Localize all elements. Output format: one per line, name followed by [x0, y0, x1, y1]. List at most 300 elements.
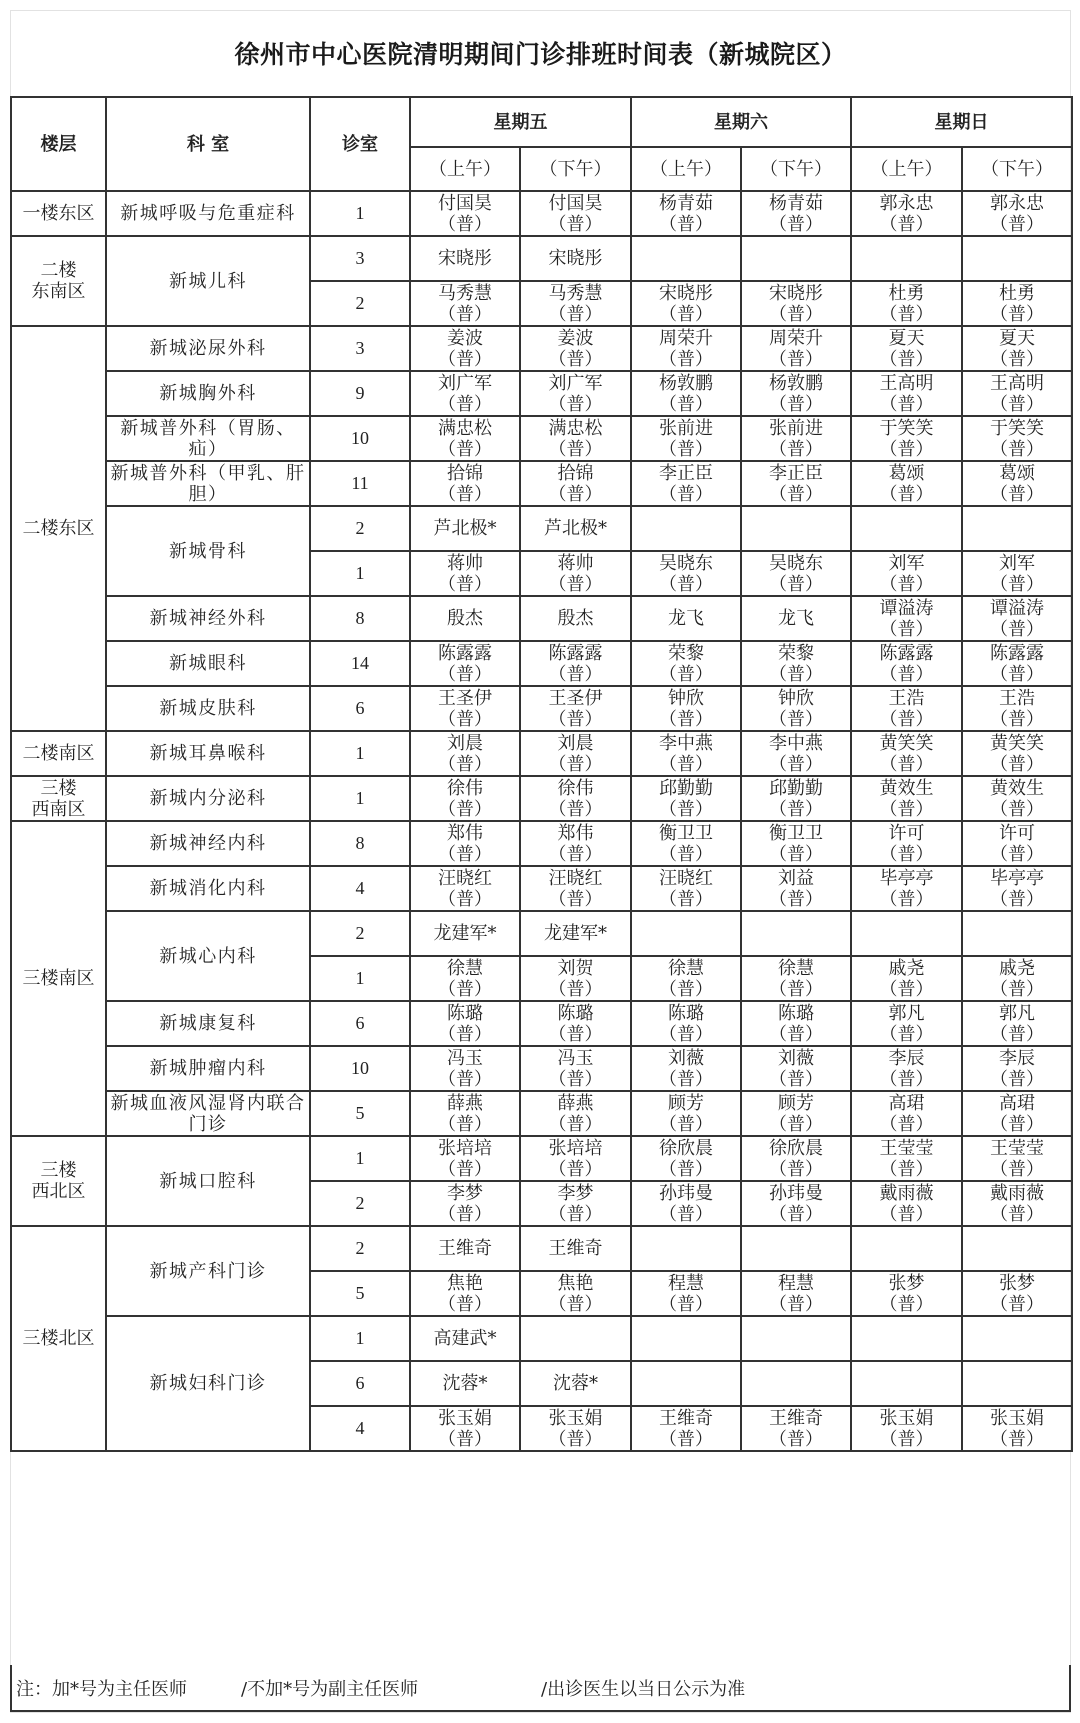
doctor-name: 王浩 [888, 687, 925, 709]
doctor-name: 蒋帅 [447, 552, 483, 574]
doctor-name: 张培培 [548, 1137, 603, 1159]
doctor-type-tag: （普） [659, 708, 713, 730]
doctor-slot-sat-pm [741, 866, 851, 911]
room-number: 1 [310, 956, 410, 1001]
doctor-slot-sun-am [851, 1361, 962, 1406]
doctor-slot-sat-am [631, 866, 741, 911]
doctor-name: 汪晓红 [548, 867, 603, 889]
doctor-type-tag: （普） [769, 1113, 823, 1135]
doctor-name: 薛燕 [447, 1092, 483, 1114]
doctor-slot-fri-am [410, 1136, 520, 1181]
doctor-name: 刘薇 [668, 1047, 704, 1069]
doctor-type-tag: （普） [438, 843, 492, 865]
doctor-name: 龙建军* [433, 923, 497, 944]
doctor-type-tag: （普） [990, 438, 1044, 460]
doctor-type-tag: （普） [769, 843, 823, 865]
doctor-type-tag: （普） [769, 1023, 823, 1045]
doctor-type-tag: （普） [769, 753, 823, 775]
footnote-chief: 注：加*号为主任医师 [16, 1678, 187, 1700]
doctor-slot-sun-am [851, 821, 962, 866]
doctor-type-tag: （普） [990, 753, 1044, 775]
doctor-slot-fri-pm [520, 956, 631, 1001]
doctor-name: 陈露露 [879, 642, 934, 664]
doctor-slot-fri-am [410, 281, 520, 326]
header-fri-am: （上午） [410, 147, 520, 191]
doctor-type-tag: （普） [879, 618, 934, 640]
dept-cell: 新城皮肤科 [106, 686, 310, 731]
doctor-slot-sun-pm [962, 191, 1072, 236]
doctor-slot-sun-am [851, 1226, 962, 1271]
table-row [11, 596, 1072, 641]
table-row [11, 731, 1072, 776]
doctor-slot-sat-pm [741, 1091, 851, 1136]
doctor-slot-fri-am [410, 1226, 520, 1271]
doctor-type-tag: （普） [548, 708, 603, 730]
doctor-name: 王圣伊 [438, 687, 492, 709]
doctor-type-tag: （普） [659, 1158, 713, 1180]
room-number: 4 [310, 1406, 410, 1451]
table-row [11, 911, 1072, 956]
doctor-name: 徐慧 [778, 957, 814, 979]
doctor-slot-sun-am [851, 236, 962, 281]
doctor-type-tag: （普） [438, 438, 492, 460]
doctor-slot-fri-pm [520, 1001, 631, 1046]
doctor-name: 李正臣 [769, 462, 823, 484]
doctor-name: 黄效生 [879, 777, 934, 799]
dept-cell: 新城产科门诊 [106, 1226, 310, 1316]
doctor-name: 郭凡 [999, 1002, 1035, 1024]
doctor-slot-sun-am [851, 1271, 962, 1316]
doctor-slot-sat-pm [741, 956, 851, 1001]
doctor-type-tag: （普） [879, 483, 934, 505]
doctor-type-tag: （普） [548, 303, 603, 325]
header-dept: 科 室 [106, 97, 310, 191]
doctor-type-tag: （普） [548, 393, 603, 415]
doctor-type-tag: （普） [990, 303, 1044, 325]
doctor-slot-sat-pm [741, 776, 851, 821]
doctor-name: 宋晓彤 [769, 282, 823, 304]
doctor-slot-sun-pm [962, 1001, 1072, 1046]
doctor-slot-sat-pm [741, 1316, 851, 1361]
doctor-slot-sat-pm [741, 551, 851, 596]
doctor-slot-sun-am [851, 326, 962, 371]
header-sun-pm: （下午） [962, 147, 1072, 191]
doctor-name: 龙建军* [544, 923, 607, 944]
doctor-slot-sun-am [851, 1406, 962, 1451]
doctor-slot-sat-pm [741, 1406, 851, 1451]
doctor-type-tag: （普） [438, 1158, 492, 1180]
doctor-slot-sun-am [851, 461, 962, 506]
doctor-type-tag: （普） [659, 1203, 713, 1225]
doctor-type-tag: （普） [990, 888, 1044, 910]
doctor-type-tag: （普） [879, 1428, 934, 1450]
doctor-slot-fri-pm [520, 281, 631, 326]
doctor-name: 顾芳 [668, 1092, 704, 1114]
floor-label: 一楼东区 [22, 203, 95, 224]
doctor-slot-fri-pm [520, 596, 631, 641]
floor-label: 三楼 [40, 1160, 77, 1181]
dept-cell: 新城神经外科 [106, 596, 310, 641]
doctor-slot-sun-pm [962, 956, 1072, 1001]
doctor-type-tag: （普） [769, 708, 823, 730]
floor-cell [11, 821, 106, 1136]
doctor-type-tag: （普） [438, 393, 492, 415]
doctor-type-tag: （普） [879, 1203, 934, 1225]
doctor-name: 马秀慧 [438, 282, 492, 304]
table-row [11, 461, 1072, 506]
doctor-slot-sun-am [851, 281, 962, 326]
doctor-slot-sat-am [631, 731, 741, 776]
doctor-slot-sun-pm [962, 776, 1072, 821]
doctor-type-tag: （普） [990, 213, 1044, 235]
doctor-slot-fri-am [410, 416, 520, 461]
doctor-slot-sat-pm [741, 1001, 851, 1046]
doctor-slot-sat-am [631, 461, 741, 506]
doctor-name: 沈蓉* [553, 1373, 598, 1394]
doctor-name: 姜波 [447, 327, 483, 349]
doctor-name: 衡卫卫 [769, 822, 823, 844]
doctor-slot-sun-am [851, 1046, 962, 1091]
doctor-slot-sat-pm [741, 326, 851, 371]
doctor-type-tag: （普） [438, 798, 492, 820]
table-row [11, 236, 1072, 281]
doctor-slot-sun-pm [962, 1136, 1072, 1181]
doctor-name: 王维奇 [548, 1238, 603, 1259]
doctor-type-tag: （普） [879, 213, 934, 235]
doctor-slot-fri-pm [520, 461, 631, 506]
doctor-name: 王高明 [990, 372, 1044, 394]
doctor-type-tag: （普） [659, 843, 713, 865]
floor-label: 西南区 [31, 798, 86, 820]
doctor-type-tag: （普） [990, 1203, 1044, 1225]
doctor-name: 黄笑笑 [879, 732, 934, 754]
table-row [11, 1226, 1072, 1271]
room-number: 6 [310, 1001, 410, 1046]
doctor-type-tag: （普） [659, 1293, 713, 1315]
doctor-name: 徐慧 [447, 957, 483, 979]
doctor-type-tag: （普） [769, 213, 823, 235]
doctor-type-tag: （普） [438, 1203, 492, 1225]
doctor-slot-fri-am [410, 506, 520, 551]
doctor-name: 刘广军 [438, 372, 492, 394]
doctor-type-tag: （普） [990, 843, 1044, 865]
doctor-type-tag: （普） [990, 483, 1044, 505]
doctor-slot-sun-pm [962, 1271, 1072, 1316]
doctor-name: 王莹莹 [879, 1137, 934, 1159]
doctor-type-tag: （普） [438, 573, 492, 595]
doctor-slot-fri-pm [520, 551, 631, 596]
doctor-name: 焦艳 [557, 1272, 594, 1294]
doctor-name: 陈璐 [668, 1002, 704, 1024]
doctor-slot-fri-am [410, 1001, 520, 1046]
doctor-name: 杜勇 [888, 282, 925, 304]
doctor-type-tag: （普） [879, 798, 934, 820]
floor-cell [11, 191, 106, 236]
doctor-type-tag: （普） [769, 393, 823, 415]
doctor-type-tag: （普） [548, 1158, 603, 1180]
doctor-slot-sun-am [851, 1136, 962, 1181]
floor-cell [11, 326, 106, 731]
doctor-slot-fri-am [410, 371, 520, 416]
doctor-type-tag: （普） [548, 1068, 603, 1090]
doctor-slot-fri-am [410, 776, 520, 821]
doctor-slot-sun-am [851, 866, 962, 911]
doctor-slot-sun-am [851, 1181, 962, 1226]
room-number: 8 [310, 596, 410, 641]
floor-label: 东南区 [31, 281, 86, 302]
room-number: 5 [310, 1091, 410, 1136]
schedule-table [10, 96, 1073, 1452]
doctor-slot-sun-pm [962, 326, 1072, 371]
doctor-type-tag: （普） [659, 213, 713, 235]
doctor-name: 龙飞 [668, 608, 704, 629]
doctor-slot-fri-am [410, 461, 520, 506]
header-day-saturday: 星期六 [631, 97, 851, 147]
doctor-slot-fri-pm [520, 1316, 631, 1361]
table-row [11, 371, 1072, 416]
doctor-name: 张前进 [659, 417, 713, 439]
doctor-type-tag: （普） [438, 1293, 492, 1315]
doctor-slot-fri-pm [520, 416, 631, 461]
doctor-slot-sat-am [631, 191, 741, 236]
doctor-slot-fri-am [410, 236, 520, 281]
header-floor: 楼层 [11, 97, 106, 191]
doctor-name: 蒋帅 [557, 552, 594, 574]
doctor-type-tag: （普） [769, 573, 823, 595]
doctor-name: 李梦 [557, 1182, 594, 1204]
doctor-name: 王圣伊 [548, 687, 603, 709]
doctor-slot-sat-pm [741, 1226, 851, 1271]
doctor-type-tag: （普） [438, 213, 492, 235]
doctor-slot-sat-pm [741, 281, 851, 326]
doctor-name: 王莹莹 [990, 1137, 1044, 1159]
doctor-name: 汪晓红 [438, 867, 492, 889]
room-number: 4 [310, 866, 410, 911]
doctor-name: 程慧 [778, 1272, 814, 1294]
doctor-name: 顾芳 [778, 1092, 814, 1114]
doctor-type-tag: （普） [769, 888, 823, 910]
doctor-name: 钟欣 [668, 687, 704, 709]
doctor-slot-sat-am [631, 1046, 741, 1091]
dept-cell: 新城泌尿外科 [106, 326, 310, 371]
doctor-name: 徐欣晨 [659, 1137, 713, 1159]
doctor-slot-sun-am [851, 956, 962, 1001]
doctor-slot-fri-am [410, 1271, 520, 1316]
doctor-type-tag: （普） [438, 348, 492, 370]
floor-cell [11, 1136, 106, 1226]
dept-cell: 新城耳鼻喉科 [106, 731, 310, 776]
table-row [11, 506, 1072, 551]
doctor-slot-sun-pm [962, 866, 1072, 911]
doctor-type-tag: （普） [548, 978, 603, 1000]
doctor-name: 焦艳 [447, 1272, 483, 1294]
doctor-slot-sat-am [631, 1181, 741, 1226]
doctor-name: 吴晓东 [769, 552, 823, 574]
table-row [11, 866, 1072, 911]
room-number: 3 [310, 236, 410, 281]
doctor-name: 高建武* [433, 1328, 497, 1349]
doctor-slot-sat-am [631, 236, 741, 281]
doctor-type-tag: （普） [659, 663, 713, 685]
room-number: 1 [310, 1316, 410, 1361]
doctor-slot-sun-pm [962, 1046, 1072, 1091]
room-number: 10 [310, 416, 410, 461]
doctor-slot-sat-am [631, 686, 741, 731]
doctor-slot-sat-am [631, 596, 741, 641]
doctor-type-tag: （普） [769, 1293, 823, 1315]
doctor-slot-sat-am [631, 1316, 741, 1361]
doctor-type-tag: （普） [548, 798, 603, 820]
doctor-slot-fri-pm [520, 1091, 631, 1136]
doctor-type-tag: （普） [990, 1158, 1044, 1180]
doctor-slot-sat-pm [741, 596, 851, 641]
doctor-type-tag: （普） [879, 1158, 934, 1180]
doctor-slot-fri-am [410, 191, 520, 236]
doctor-name: 汪晓红 [659, 867, 713, 889]
doctor-slot-fri-am [410, 551, 520, 596]
doctor-name: 戴雨薇 [990, 1182, 1044, 1204]
doctor-slot-sat-am [631, 1001, 741, 1046]
doctor-name: 许可 [888, 822, 925, 844]
doctor-name: 戴雨薇 [879, 1182, 934, 1204]
floor-label: 二楼东区 [22, 518, 95, 539]
floor-cell [11, 236, 106, 326]
doctor-name: 荣黎 [778, 642, 814, 664]
doctor-name: 毕亭亭 [879, 867, 934, 889]
page-title: 徐州市中心医院清明期间门诊排班时间表（新城院区） [234, 40, 847, 69]
doctor-name: 徐欣晨 [769, 1137, 823, 1159]
doctor-slot-sat-pm [741, 1136, 851, 1181]
doctor-type-tag: （普） [548, 348, 603, 370]
doctor-slot-fri-pm [520, 731, 631, 776]
doctor-type-tag: （普） [548, 843, 603, 865]
doctor-name: 郭永忠 [990, 192, 1044, 214]
doctor-slot-fri-pm [520, 686, 631, 731]
doctor-type-tag: （普） [879, 348, 934, 370]
doctor-name: 陈璐 [778, 1002, 814, 1024]
doctor-slot-fri-pm [520, 1181, 631, 1226]
dept-cell: 新城骨科 [106, 506, 310, 596]
doctor-type-tag: （普） [879, 303, 934, 325]
doctor-name: 龙飞 [778, 608, 814, 629]
doctor-type-tag: （普） [659, 798, 713, 820]
dept-cell: 新城普外科（甲乳、肝胆） [106, 461, 310, 506]
room-number: 1 [310, 776, 410, 821]
doctor-slot-sat-pm [741, 191, 851, 236]
table-row [11, 191, 1072, 236]
doctor-name: 荣黎 [668, 642, 704, 664]
doctor-name: 刘薇 [778, 1047, 814, 1069]
doctor-name: 付国昊 [438, 192, 492, 214]
doctor-type-tag: （普） [769, 978, 823, 1000]
doctor-name: 夏天 [888, 327, 925, 349]
doctor-type-tag: （普） [879, 843, 934, 865]
footnote-disclaimer: /出诊医生以当日公示为准 [541, 1678, 746, 1700]
doctor-name: 张培培 [438, 1137, 492, 1159]
doctor-slot-sat-am [631, 551, 741, 596]
doctor-type-tag: （普） [548, 1293, 603, 1315]
doctor-name: 葛颂 [888, 462, 925, 484]
doctor-slot-fri-am [410, 1316, 520, 1361]
doctor-type-tag: （普） [879, 1023, 934, 1045]
doctor-type-tag: （普） [659, 1428, 713, 1450]
doctor-name: 孙玮曼 [769, 1182, 823, 1204]
doctor-slot-sat-pm [741, 461, 851, 506]
doctor-slot-fri-pm [520, 191, 631, 236]
header-day-sunday: 星期日 [851, 97, 1072, 147]
doctor-type-tag: （普） [879, 888, 934, 910]
doctor-name: 张玉娟 [548, 1407, 603, 1429]
doctor-type-tag: （普） [769, 483, 823, 505]
doctor-slot-sat-am [631, 281, 741, 326]
doctor-slot-sun-am [851, 641, 962, 686]
doctor-type-tag: （普） [879, 573, 934, 595]
room-number: 1 [310, 551, 410, 596]
header-sun-am: （上午） [851, 147, 962, 191]
doctor-slot-sat-pm [741, 236, 851, 281]
doctor-type-tag: （普） [990, 393, 1044, 415]
doctor-type-tag: （普） [548, 213, 603, 235]
doctor-name: 郑伟 [557, 822, 594, 844]
doctor-name: 陈露露 [548, 642, 603, 664]
floor-label: 二楼 [40, 260, 77, 281]
doctor-type-tag: （普） [438, 888, 492, 910]
table-row [11, 1046, 1072, 1091]
room-number: 2 [310, 911, 410, 956]
footnote [10, 1665, 1071, 1712]
room-number: 8 [310, 821, 410, 866]
doctor-type-tag: （普） [990, 708, 1044, 730]
doctor-type-tag: （普） [659, 1023, 713, 1045]
doctor-type-tag: （普） [879, 753, 934, 775]
doctor-type-tag: （普） [548, 483, 603, 505]
doctor-slot-sun-am [851, 596, 962, 641]
doctor-slot-sat-pm [741, 686, 851, 731]
doctor-name: 李中燕 [659, 732, 713, 754]
room-number: 14 [310, 641, 410, 686]
doctor-slot-fri-pm [520, 1361, 631, 1406]
doctor-type-tag: （普） [879, 978, 934, 1000]
header-row-days [11, 97, 1072, 147]
doctor-type-tag: （普） [879, 1068, 934, 1090]
doctor-name: 周荣升 [769, 327, 823, 349]
doctor-name: 沈蓉* [442, 1373, 488, 1394]
doctor-slot-sat-am [631, 506, 741, 551]
doctor-slot-sun-pm [962, 1091, 1072, 1136]
doctor-name: 周荣升 [659, 327, 713, 349]
doctor-type-tag: （普） [659, 1068, 713, 1090]
doctor-slot-fri-pm [520, 1406, 631, 1451]
doctor-slot-sun-pm [962, 686, 1072, 731]
doctor-name: 许可 [999, 822, 1035, 844]
doctor-type-tag: （普） [879, 1293, 934, 1315]
doctor-type-tag: （普） [548, 663, 603, 685]
doctor-name: 谭溢涛 [990, 597, 1044, 619]
doctor-slot-sun-pm [962, 371, 1072, 416]
doctor-slot-fri-pm [520, 821, 631, 866]
doctor-type-tag: （普） [438, 708, 492, 730]
dept-cell: 新城康复科 [106, 1001, 310, 1046]
doctor-type-tag: （普） [548, 1428, 603, 1450]
doctor-name: 陈璐 [557, 1002, 594, 1024]
table-row [11, 821, 1072, 866]
doctor-name: 李中燕 [769, 732, 823, 754]
room-number: 2 [310, 506, 410, 551]
doctor-slot-sun-am [851, 416, 962, 461]
doctor-slot-fri-pm [520, 506, 631, 551]
doctor-slot-sun-pm [962, 731, 1072, 776]
doctor-name: 孙玮曼 [659, 1182, 713, 1204]
